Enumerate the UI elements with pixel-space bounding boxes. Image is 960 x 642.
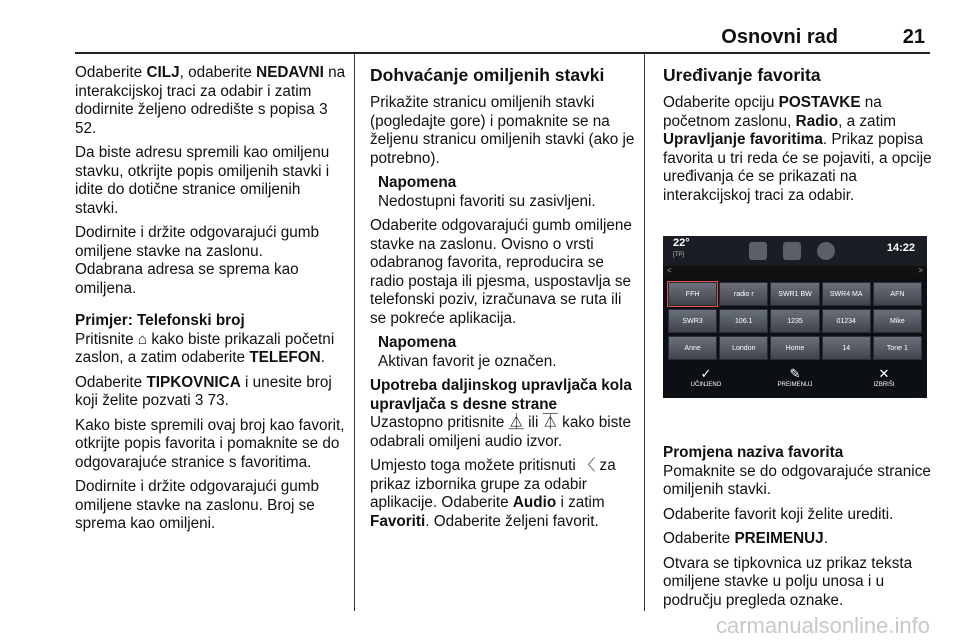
chevron-left-icon[interactable]: < — [667, 266, 672, 275]
music-icon — [749, 242, 767, 260]
done-label: UČINJENO — [690, 382, 722, 388]
phone-icon — [783, 242, 801, 260]
temperature: 22° — [673, 237, 690, 249]
favorite-button[interactable]: Mike — [873, 309, 922, 333]
note-title: Napomena — [378, 174, 457, 191]
paragraph: Uzastopno pritisnite ⏅ ili ⏄ kako biste odabrali omiljeni audio izvor. — [370, 414, 632, 450]
screen-nav-bar — [663, 266, 927, 278]
clock: 14:22 — [886, 242, 915, 254]
delete-label: IZBRIŠI — [873, 382, 895, 388]
tp-indicator: [TP] — [673, 252, 685, 258]
note — [378, 174, 636, 211]
paragraph: Odabrana adresa se sprema kao omiljena. — [75, 261, 299, 297]
home-icon: ⌂ — [137, 330, 148, 348]
skip-down-icon: ⏄ — [542, 414, 558, 431]
page-number: 21 — [902, 26, 925, 48]
right-column-lower — [663, 444, 933, 616]
paragraph: Odaberite TIPKOVNICA i unesite broj koji želite pozvati 3 73. — [75, 373, 332, 409]
page-title: Osnovni rad — [721, 26, 838, 48]
favorite-button[interactable]: 14 — [822, 336, 871, 360]
favorite-button[interactable]: FFH — [668, 282, 717, 306]
rename-label: PREIMENUJ — [777, 382, 813, 388]
screen-status-bar — [663, 236, 927, 266]
favorite-button[interactable]: SWR3 — [668, 309, 717, 333]
header-divider — [75, 52, 930, 54]
column-divider — [644, 54, 645, 611]
subsection-heading: Promjena naziva favorita — [663, 444, 844, 461]
done-button[interactable] — [671, 366, 741, 388]
example-heading: Primjer: Telefonski broj — [75, 312, 245, 329]
favorite-button[interactable]: AFN — [873, 282, 922, 306]
section-heading: Uređivanje favorita — [663, 65, 821, 85]
section-heading: Dohvaćanje omiljenih stavki — [370, 65, 605, 85]
favorite-button[interactable]: SWR4 MA — [822, 282, 871, 306]
favorite-button[interactable]: Tone 1 — [873, 336, 922, 360]
middle-column — [370, 64, 636, 537]
favorites-row — [668, 336, 922, 360]
favorite-button[interactable]: 106.1 — [719, 309, 768, 333]
paragraph: Umjesto toga možete pritisnuti 〈 za prikaz izbornika grupe za odabir aplikacije. Odaberite Audio i zatim Favoriti. Odaberite željeni favorit. — [370, 457, 616, 530]
paragraph: Da biste adresu spremili kao omiljenu stavku, otkrijte popis omiljenih stavki i idite do dotične stranice omiljenih stavki. — [75, 144, 330, 217]
subsection-heading: Upotreba daljinskog upravljača kola upravljača s desne strane — [370, 377, 632, 413]
note — [378, 334, 636, 371]
favorites-row — [668, 282, 922, 306]
watermark: carmanualsonline.info — [715, 613, 930, 638]
page-header — [75, 26, 930, 52]
skip-up-icon: ⏅ — [508, 414, 524, 431]
paragraph: Otvara se tipkovnica uz prikaz teksta omiljene stavke u polju unosa i u području pregleda oznake. — [663, 554, 913, 609]
paragraph: Dodirnite i držite odgovarajući gumb omiljene stavke na zaslonu. Broj se sprema kao omiljeni. — [75, 478, 320, 532]
paragraph: Odaberite PREIMENUJ. — [663, 530, 828, 547]
paragraph: Pomaknite se do odgovarajuće stranice omiljenih stavki. — [663, 462, 931, 498]
paragraph: Prikažite stranicu omiljenih stavki (pogledajte gore) i pomaknite se na željenu stranicu omiljenih stavki (ako je potrebno). — [370, 94, 635, 167]
favorites-grid — [668, 282, 922, 363]
chevron-right-icon[interactable]: > — [918, 266, 923, 275]
favorite-button[interactable]: London — [719, 336, 768, 360]
column-divider — [354, 54, 355, 611]
paragraph: Kako biste spremili ovaj broj kao favorit, otkrijte popis favorita i pomaknite se do odgovarajuće stranice s favoritima. — [75, 416, 345, 471]
favorite-button[interactable]: Home — [770, 336, 819, 360]
right-column — [663, 64, 933, 211]
info-icon — [817, 242, 835, 260]
paragraph: Odaberite favorit koji želite urediti. — [663, 505, 894, 523]
paragraph: Pritisnite ⌂ kako biste prikazali početni zaslon, a zatim odaberite TELEFON. — [75, 330, 335, 366]
favorites-row — [668, 309, 922, 333]
note-text: Aktivan favorit je označen. — [378, 352, 557, 370]
paragraph: Dodirnite i držite odgovarajući gumb omiljene stavke na zaslonu. — [75, 224, 320, 260]
favorite-button[interactable]: 1235 — [770, 309, 819, 333]
check-icon: ✓ — [700, 366, 712, 381]
paragraph: Odaberite odgovarajući gumb omiljene stavke na zaslonu. Ovisno o vrsti odabranog favorita, reproducira se radio postaja ili pjesma, uspostavlja se telefonski poziv, izračunava se ruta ili se pokreće aplikacija. — [370, 217, 632, 327]
favorite-button[interactable]: Anne — [668, 336, 717, 360]
favorites-screen-image — [663, 236, 927, 398]
page-reference: 3 52. — [75, 101, 328, 137]
interaction-bar — [663, 366, 927, 398]
favorite-button[interactable]: SWR1 BW — [770, 282, 819, 306]
favorite-button[interactable]: radio r — [719, 282, 768, 306]
page-reference: 3 73. — [194, 392, 229, 409]
back-icon: 〈 — [580, 457, 596, 474]
note-title: Napomena — [378, 334, 457, 351]
left-column — [75, 64, 347, 540]
rename-button[interactable] — [760, 366, 830, 388]
paragraph: Odaberite CILJ, odaberite NEDAVNI na interakcijskoj traci za odabir i zatim dodirnite željeno odredište s popisa 3 52. — [75, 64, 346, 137]
paragraph: Odaberite opciju POSTAVKE na početnom zaslonu, Radio, a zatim Upravljanje favoritima. Prikaz popisa favorita u tri reda će se pojaviti, a opcije uređivanja će se prikazati na interakcijskoj traci za odabir. — [663, 94, 932, 204]
pencil-icon: ✎ — [789, 366, 801, 381]
note-text: Nedostupni favoriti su zasivljeni. — [378, 192, 596, 210]
x-icon: ✕ — [878, 366, 890, 381]
favorite-button[interactable]: 01234 — [822, 309, 871, 333]
delete-button[interactable] — [849, 366, 919, 388]
